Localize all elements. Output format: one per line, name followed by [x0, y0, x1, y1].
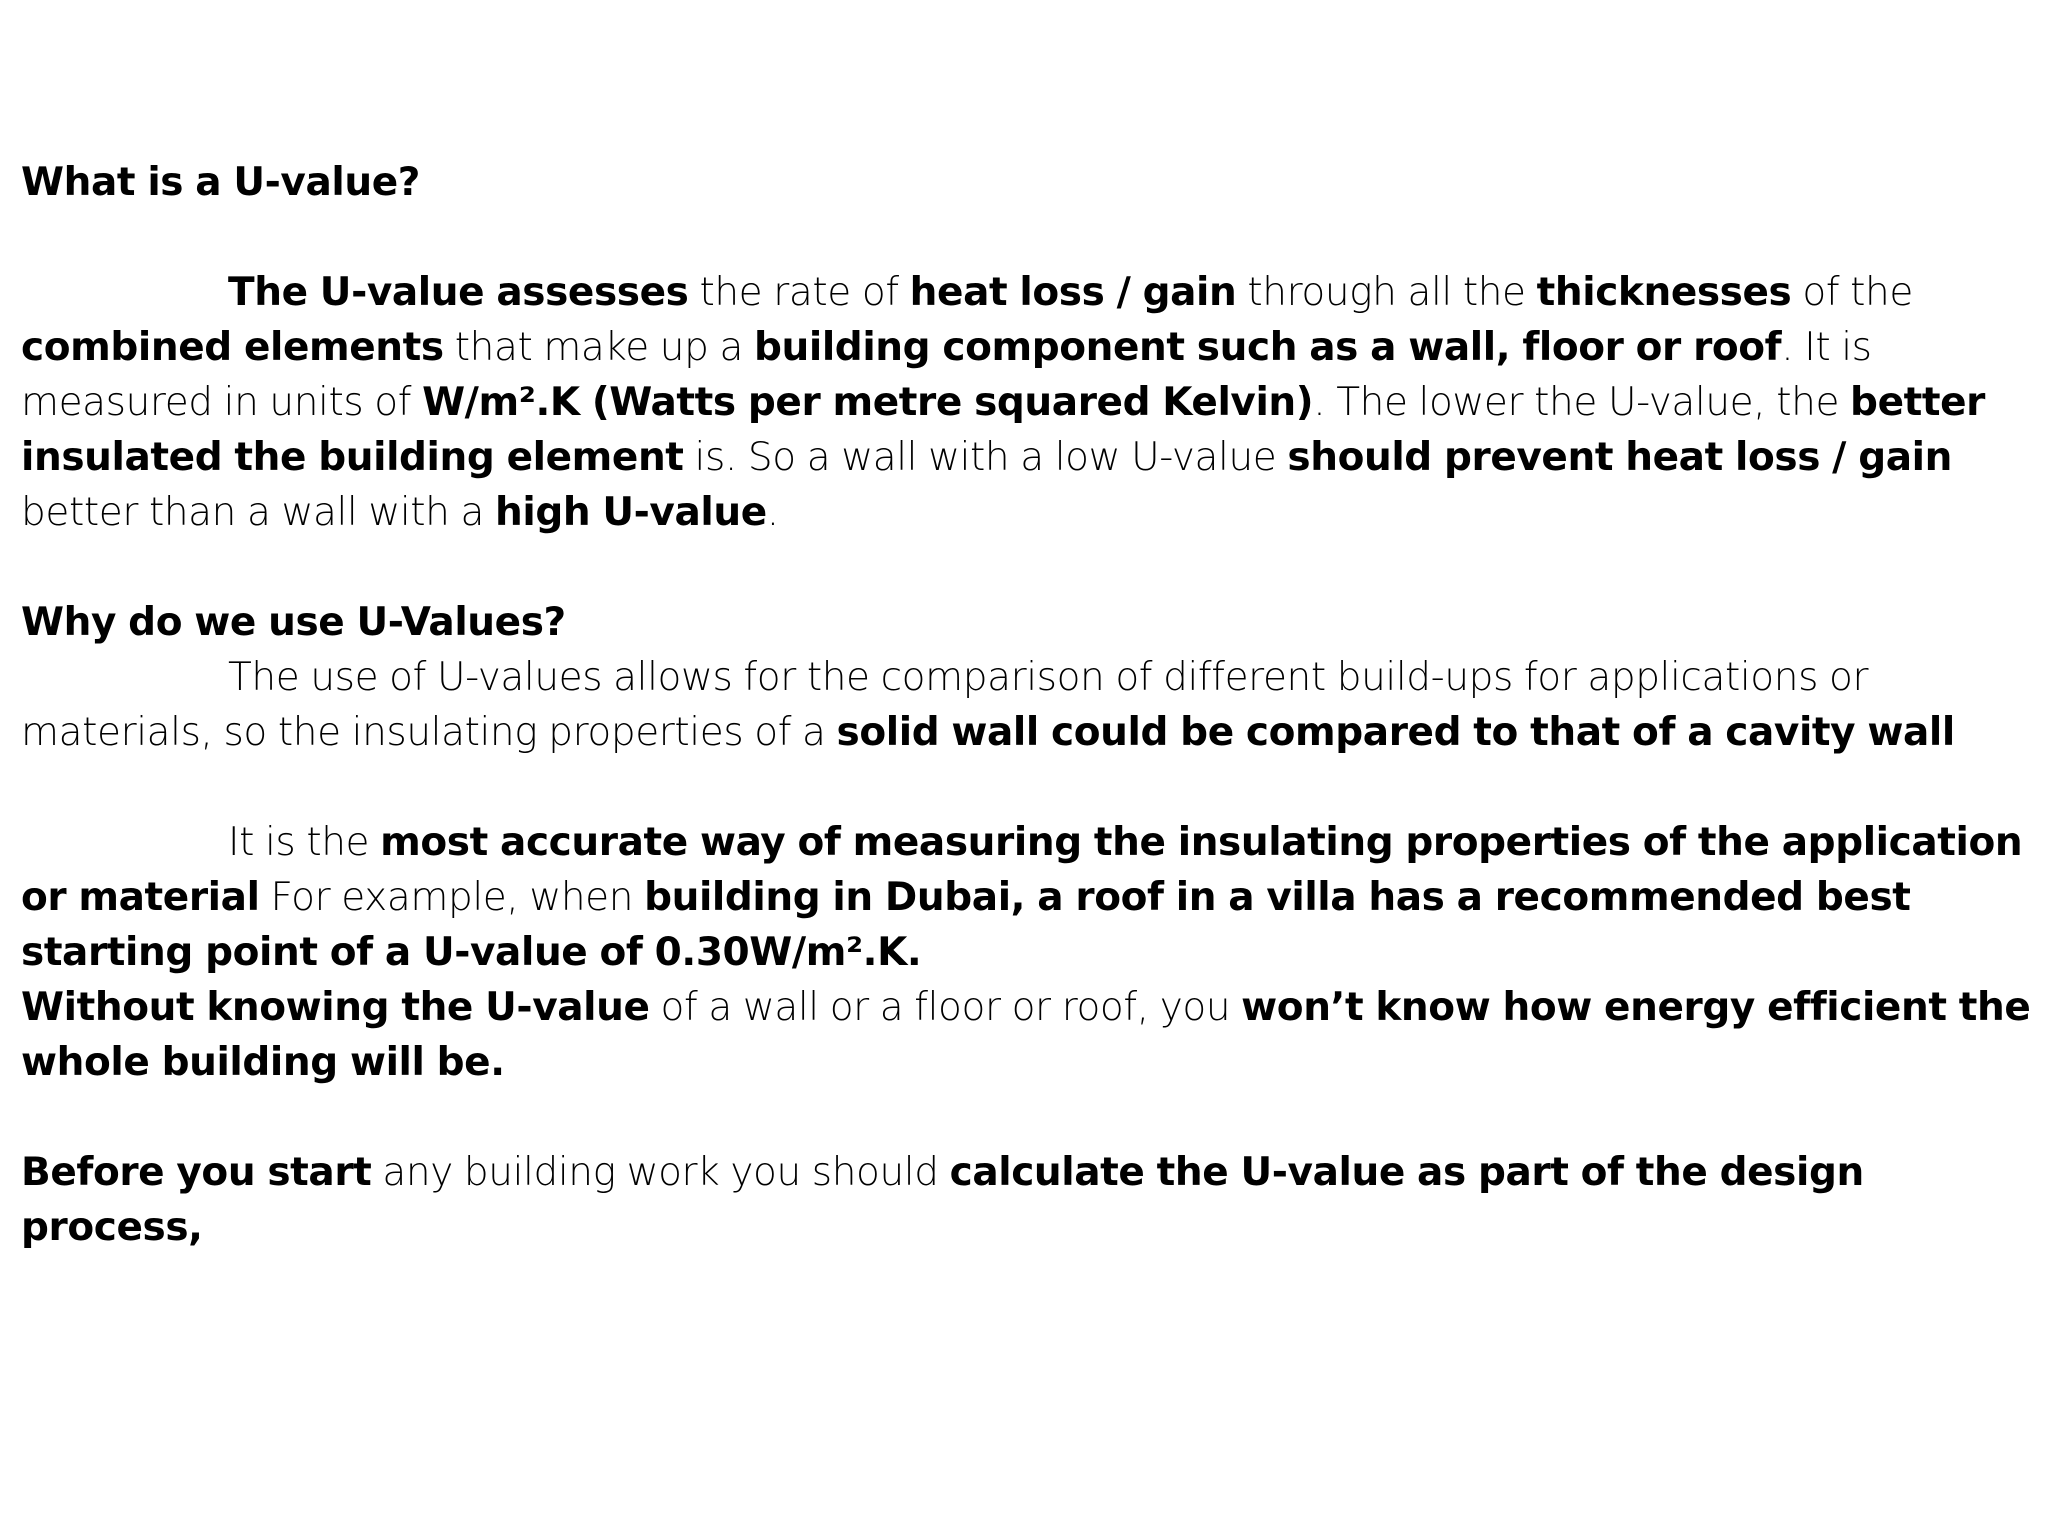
bold-text-run: The U-value assesses	[228, 270, 689, 315]
bold-text-run: thicknesses	[1536, 270, 1792, 315]
text-run: is. So a wall with a low U-value	[683, 435, 1288, 480]
paragraph-energy-efficiency	[21, 980, 2041, 1090]
spacer	[21, 210, 2041, 265]
text-run: . The lower the U-value, the	[1313, 380, 1851, 425]
text-run: through all the	[1236, 270, 1537, 315]
bold-text-run: should prevent heat loss / gain	[1287, 435, 1952, 480]
text-run: the rate of	[688, 270, 910, 315]
paragraph-u-value-definition	[21, 265, 2041, 540]
bold-text-run: Before you start	[21, 1150, 372, 1195]
spacer	[21, 760, 2041, 815]
text-run: that make up a	[443, 325, 754, 370]
bold-text-run: calculate the U-value as part of the design process,	[21, 1150, 1864, 1250]
bold-text-run: high U-value	[494, 490, 767, 535]
paragraph-accuracy-example	[21, 815, 2041, 980]
text-run: better than a wall with a	[21, 490, 495, 535]
bold-text-run: building in Dubai, a roof in a villa has a recommended best starting point of a U-value of 0.30W/m².K.	[21, 875, 1911, 975]
text-run: It is the	[228, 820, 381, 865]
heading-what-is-u-value: What is a U-value?	[21, 160, 420, 205]
text-run: .	[766, 490, 779, 535]
text-run: The use of U-values allows for the comparison of different build-ups for applications or materials, so the insulating properties of a	[21, 655, 1869, 755]
bold-text-run: won’t know how energy efficient the whole building will be.	[21, 985, 2031, 1085]
bold-text-run: better insulated the building element	[21, 380, 1985, 480]
bold-text-run: heat loss / gain	[909, 270, 1237, 315]
text-run: any building work you should	[371, 1150, 950, 1195]
document-page	[21, 155, 2041, 1255]
heading-why-use-u-values: Why do we use U-Values?	[21, 600, 566, 645]
bold-text-run: Without knowing the U-value	[21, 985, 650, 1030]
text-run: . It is measured in units of	[21, 325, 1872, 425]
paragraph-before-you-start	[21, 1145, 2041, 1255]
bold-text-run: combined elements	[21, 325, 444, 370]
bold-text-run: building component such as a wall, floor or roof	[753, 325, 1782, 370]
text-run: of a wall or a floor or roof, you	[649, 985, 1242, 1030]
text-run: of the	[1791, 270, 1913, 315]
paragraph-comparison	[21, 650, 2041, 760]
bold-text-run: W/m².K (Watts per metre squared Kelvin)	[422, 380, 1314, 425]
spacer	[21, 1090, 2041, 1145]
bold-text-run: solid wall could be compared to that of a cavity wall	[836, 710, 1955, 755]
bold-text-run: most accurate way of measuring the insulating properties of the application or material	[21, 820, 2023, 920]
text-run: For example, when	[259, 875, 645, 920]
spacer	[21, 540, 2041, 595]
